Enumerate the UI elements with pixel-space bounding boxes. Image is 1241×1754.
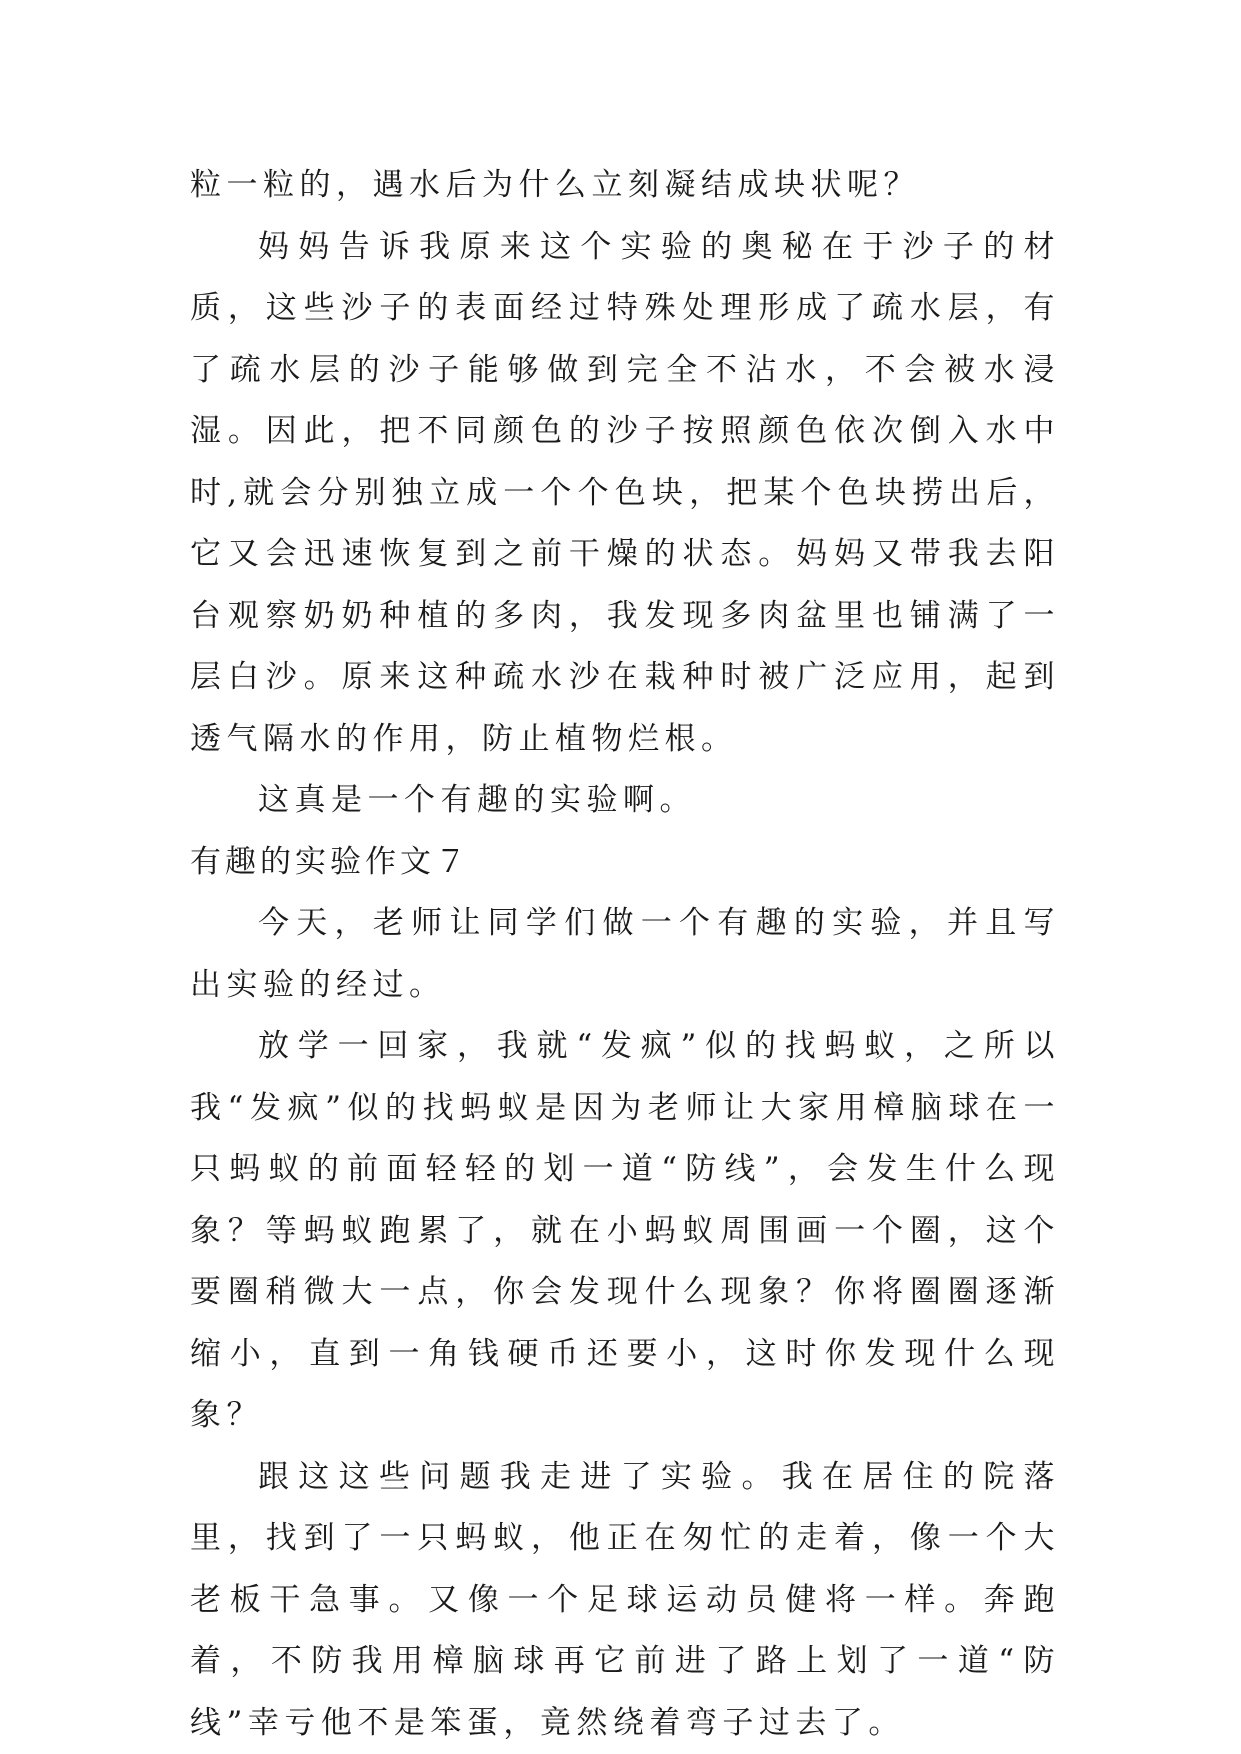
paragraph-experiment: 跟这这些问题我走进了实验。我在居住的院落里，找到了一只蚂蚁，他正在匆忙的走着，像一个大老板干急事。又像一个足球运动员健将一样。奔跑着，不防我用樟脑球再它前进了路上划了一道“防线”幸亏他不是笨蛋，竟然绕着弯子过去了。: [190, 1458, 1060, 1741]
document-body: [190, 155, 1060, 1754]
essay-heading: 有趣的实验作文７: [190, 843, 470, 880]
paragraph-continuation: 粒一粒的，遇水后为什么立刻凝结成块状呢？: [190, 167, 920, 203]
paragraph-conclusion: 这真是一个有趣的实验啊。: [258, 782, 696, 818]
paragraph-hydrophobic-sand: 妈妈告诉我原来这个实验的奥秘在于沙子的材质，这些沙子的表面经过特殊处理形成了疏水层，有了疏水层的沙子能够做到完全不沾水，不会被水浸湿。因此，把不同颜色的沙子按照颜色依次倒入水中时,就会分别独立成一个个色块，把某个色块捞出后，它又会迅速恢复到之前干燥的状态。妈妈又带我去阳台观察奶奶种植的多肉，我发现多肉盆里也铺满了一层白沙。原来这种疏水沙在栽种时被广泛应用，起到透气隔水的作用，防止植物烂根。: [190, 228, 1060, 757]
paragraph-ant-search: 放学一回家，我就“发疯”似的找蚂蚁，之所以我“发疯”似的找蚂蚁是因为老师让大家用樟脑球在一只蚂蚁的前面轻轻的划一道“防线”，会发生什么现象？等蚂蚁跑累了，就在小蚂蚁周围画一个圈，这个要圈稍微大一点，你会发现什么现象？你将圈圈逐渐缩小，直到一角钱硬币还要小，这时你发现什么现象？: [190, 1028, 1060, 1433]
paragraph-intro: 今天，老师让同学们做一个有趣的实验，并且写出实验的经过。: [190, 905, 1060, 1003]
